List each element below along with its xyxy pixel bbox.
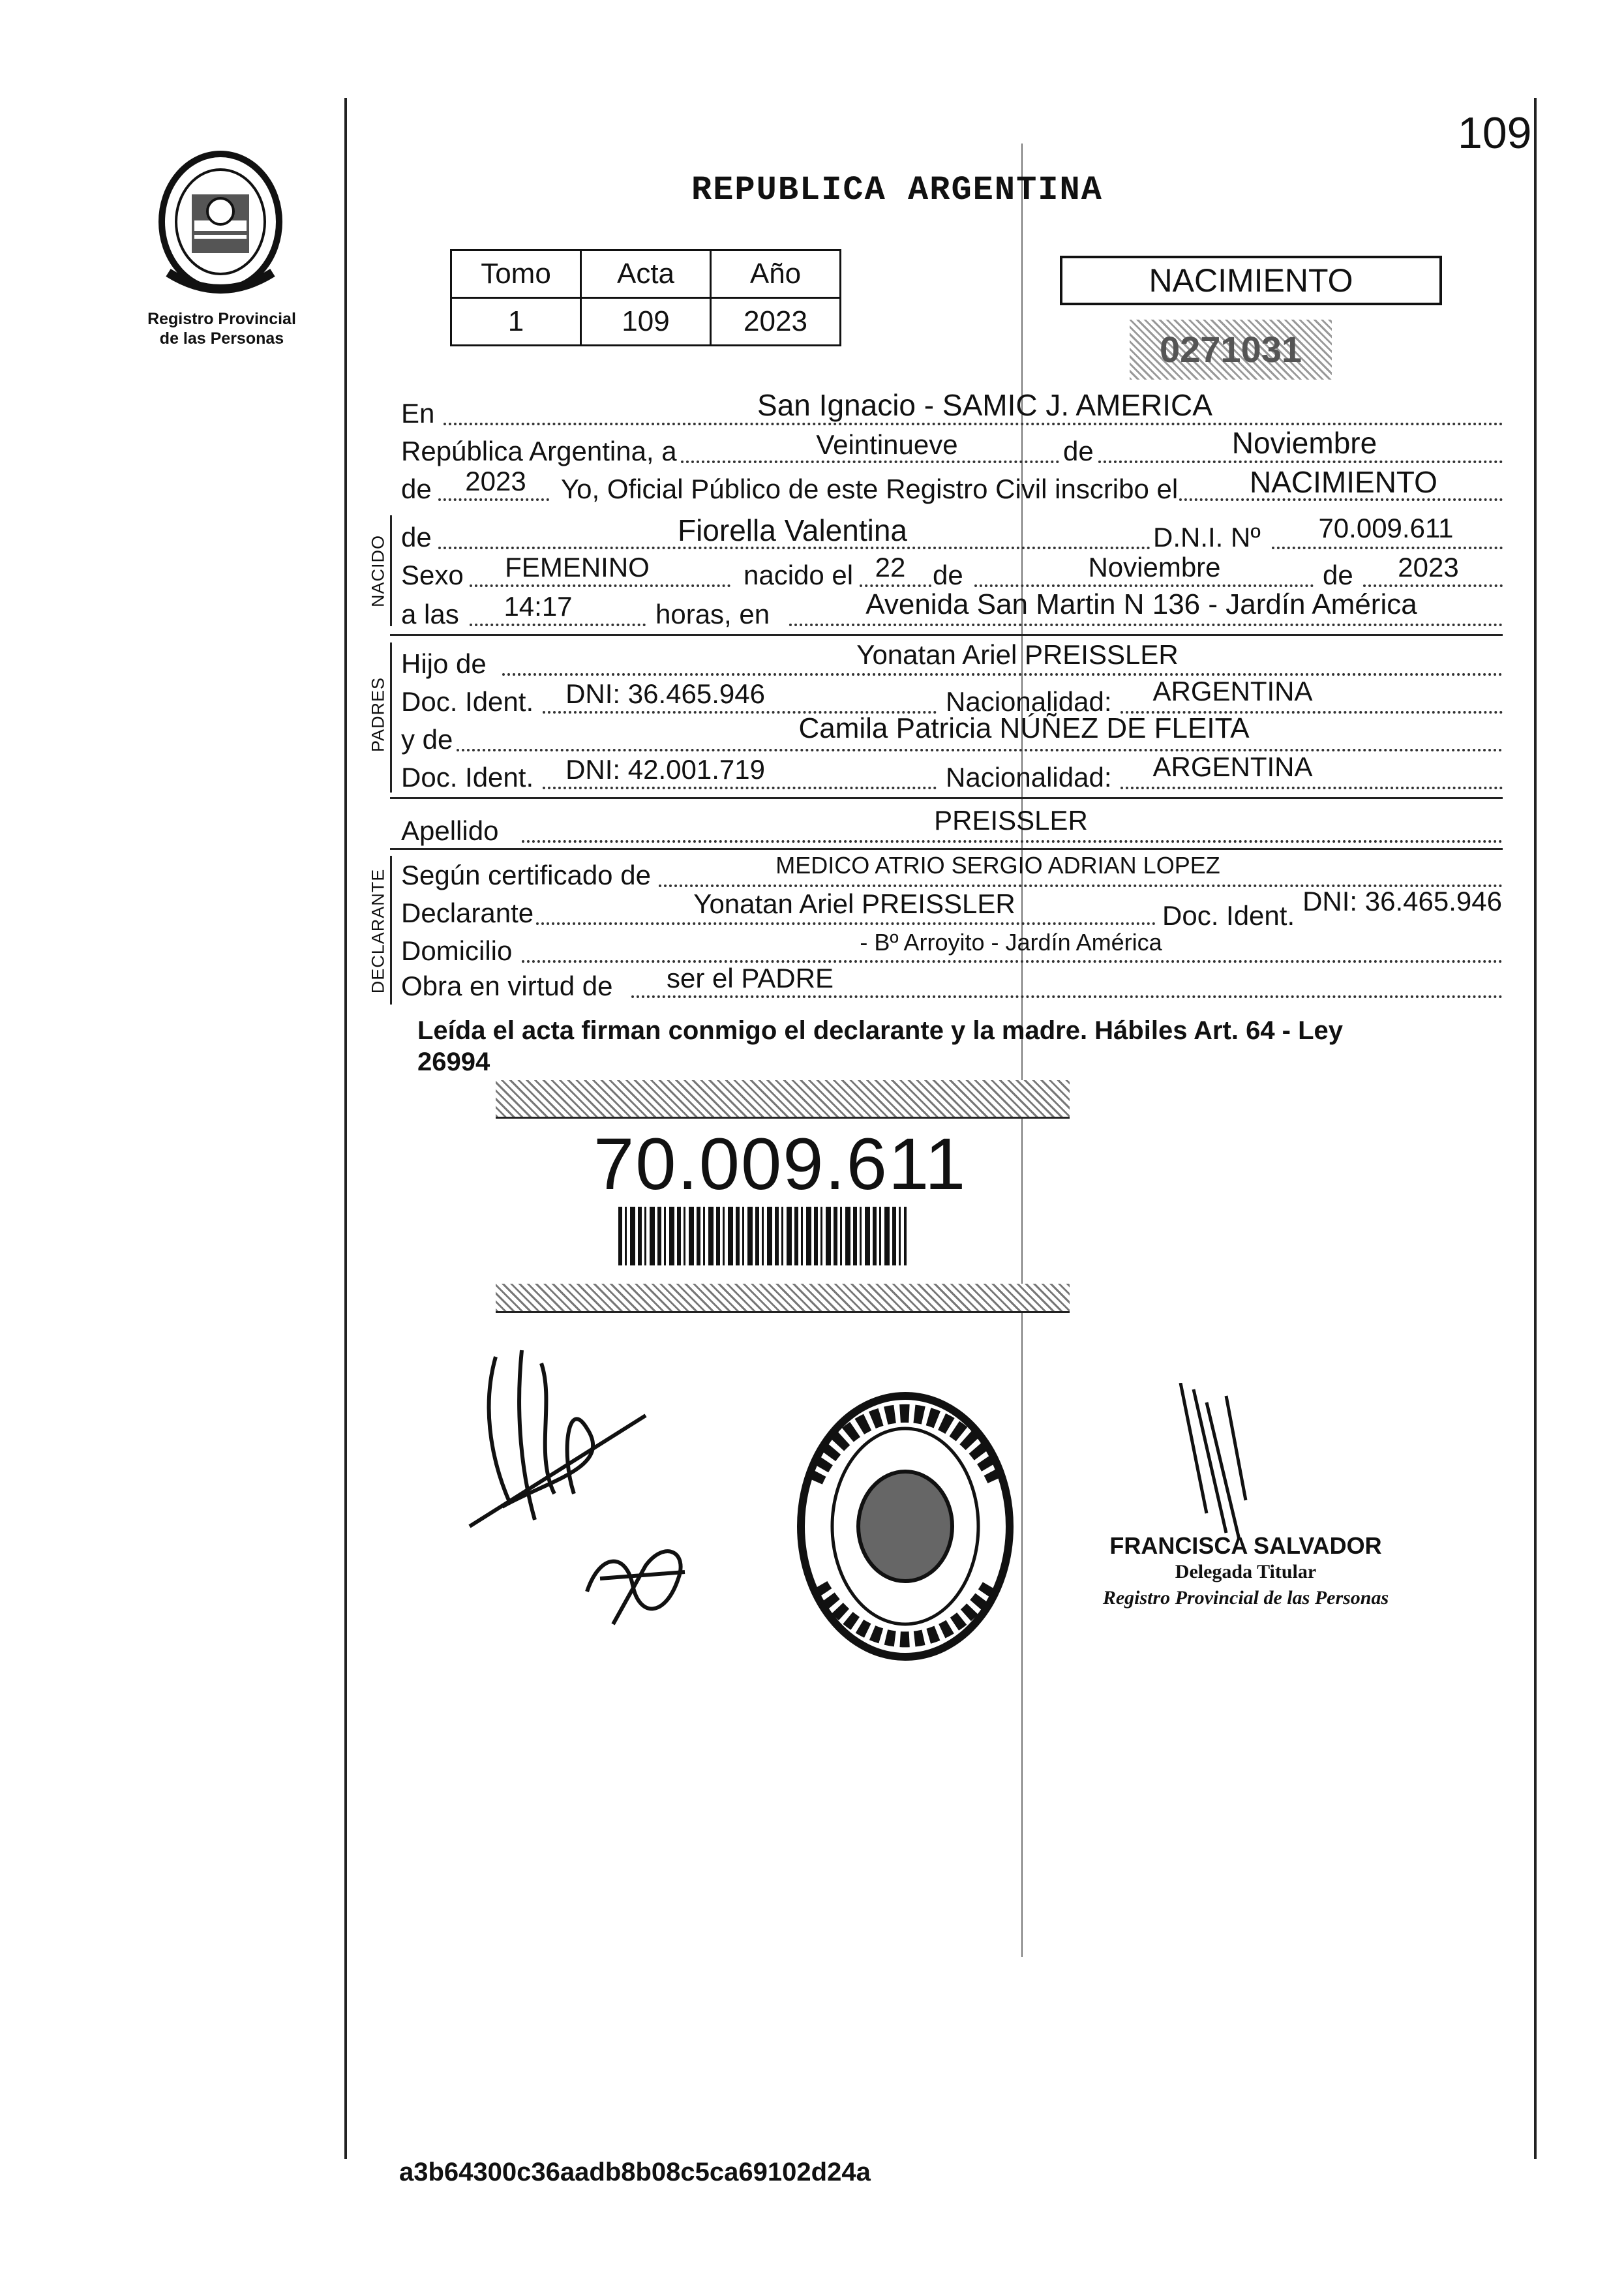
official-round-stamp (794, 1389, 1016, 1667)
day-words-value: Veintinueve (816, 429, 958, 460)
time-value: 14:17 (504, 591, 573, 622)
mother-nat-label: Nacionalidad: (946, 762, 1112, 793)
acta-header: Acta (581, 250, 711, 298)
de-label-1: de (1063, 436, 1094, 466)
de-label-2: de (933, 560, 963, 590)
ano-value: 2023 (711, 298, 841, 346)
footer-hash: a3b64300c36aadb8b08c5ca69102d24a (399, 2158, 871, 2186)
sexo-dots (470, 584, 730, 587)
mother-doc-value: DNI: 42.001.719 (565, 754, 765, 785)
birth-day-dots (860, 584, 931, 587)
en-label: En (401, 398, 435, 429)
acta-value: 109 (581, 298, 711, 346)
declarante-doc-value: DNI: 36.465.946 (1302, 886, 1502, 916)
official-office: Registro Provincial de las Personas (1102, 1587, 1389, 1609)
hijo-de-label: Hijo de (401, 648, 487, 679)
birth-day-value: 22 (875, 552, 906, 582)
id-number: 70.009.611 (594, 1123, 967, 1205)
divider-apellido (390, 848, 1503, 850)
place-value: San Ignacio - SAMIC J. AMERICA (757, 388, 1212, 422)
apellido-dots (522, 840, 1503, 843)
divider-padres (390, 797, 1503, 799)
province-seal-logo (155, 149, 286, 299)
divider-nacido (390, 634, 1503, 636)
birth-place-value: Avenida San Martin N 136 - Jardín América (865, 588, 1417, 620)
father-nat-value: ARGENTINA (1152, 676, 1313, 706)
apellido-label: Apellido (401, 815, 499, 846)
year-value: 2023 (465, 466, 526, 496)
tomo-header: Tomo (451, 250, 581, 298)
nacido-de-label: de (401, 522, 432, 552)
logo-caption-line2: de las Personas (159, 329, 284, 348)
birth-month-value: Noviembre (1088, 552, 1221, 582)
de-label-3: de (1323, 560, 1353, 590)
obra-value: ser el PADRE (667, 963, 834, 993)
child-dni-value: 70.009.611 (1318, 513, 1454, 543)
year-dots (438, 498, 549, 501)
a-las-label: a las (401, 599, 459, 629)
mother-nat-dots (1120, 787, 1503, 789)
father-name-value: Yonatan Ariel PREISSLER (856, 639, 1179, 670)
declarante-label: Declarante (401, 898, 534, 928)
mother-signature (574, 1513, 704, 1647)
doc-type-label: NACIMIENTO (1149, 262, 1353, 299)
father-nat-label: Nacionalidad: (946, 686, 1112, 717)
closing-line-1: Leída el acta firman conmigo el declarante y la madre. Hábiles Art. 64 - Ley (417, 1016, 1344, 1045)
right-margin-line (1534, 98, 1537, 2159)
apellido-value: PREISSLER (934, 805, 1088, 836)
closing-line-2: 26994 (417, 1048, 490, 1076)
cert-label: Según certificado de (401, 860, 651, 890)
nacido-side-label: NACIDO (368, 535, 388, 608)
declarante-dots (536, 922, 1156, 925)
sexo-label: Sexo (401, 560, 464, 590)
guilloche-band-top (496, 1080, 1070, 1119)
logo-caption (130, 309, 313, 348)
father-doc-value: DNI: 36.465.946 (565, 678, 765, 709)
obra-label: Obra en virtud de (401, 971, 613, 1001)
domicilio-value: - Bº Arroyito - Jardín América (860, 929, 1162, 956)
sexo-value: FEMENINO (505, 552, 650, 582)
cert-value: MEDICO ATRIO SERGIO ADRIAN LOPEZ (775, 852, 1220, 879)
birth-year-value: 2023 (1398, 552, 1459, 582)
ano-header: Año (711, 250, 841, 298)
child-name-value: Fiorella Valentina (677, 513, 907, 547)
father-doc-label: Doc. Ident. (401, 686, 534, 717)
page-number: 109 (1458, 108, 1532, 158)
dni-dots (1272, 547, 1503, 549)
nacido-bracket (390, 515, 392, 626)
official-title: Delegada Titular (1175, 1561, 1317, 1582)
padres-side-label: PADRES (368, 676, 388, 753)
mother-dots (457, 749, 1503, 751)
official-signature (1167, 1383, 1298, 1556)
y-de-label: y de (401, 724, 453, 755)
doc-type-box (1060, 256, 1442, 305)
birth-year-dots (1363, 584, 1503, 587)
barcode (618, 1207, 907, 1265)
country-title: REPUBLICA ARGENTINA (691, 171, 1103, 209)
registry-table (450, 249, 841, 346)
obra-dots (631, 995, 1503, 998)
official-name: FRANCISCA SALVADOR (1109, 1532, 1382, 1559)
inscribo-label: Yo, Oficial Público de este Registro Civil inscribo el (561, 474, 1179, 504)
serial-number: 0271031 (1159, 329, 1302, 370)
logo-caption-line1: Registro Provincial (147, 310, 296, 328)
dni-label: D.N.I. Nº (1153, 522, 1261, 552)
serial-stamp (1130, 320, 1332, 380)
closing-text (417, 1015, 1513, 1078)
guilloche-band-bottom (496, 1284, 1070, 1313)
official-block (1096, 1533, 1396, 1611)
year-prefix-label: de (401, 474, 432, 504)
left-margin-line (344, 98, 347, 2159)
tomo-value: 1 (451, 298, 581, 346)
mother-doc-dots (543, 787, 937, 789)
birth-place-dots (789, 624, 1503, 626)
domicilio-label: Domicilio (401, 935, 513, 966)
act-type-value: NACIMIENTO (1250, 465, 1437, 499)
declarante-bracket (390, 856, 392, 1005)
day-dots (681, 461, 1059, 463)
horas-label: horas, en (655, 599, 770, 629)
month-value: Noviembre (1231, 426, 1377, 460)
declarante-name-value: Yonatan Ariel PREISSLER (693, 888, 1015, 919)
padres-bracket (390, 643, 392, 793)
birth-month-dots (974, 584, 1314, 587)
declarante-side-label: DECLARANTE (368, 868, 388, 994)
nacido-el-label: nacido el (744, 560, 854, 590)
declarante-doc-label: Doc. Ident. (1162, 900, 1295, 931)
father-dots (502, 673, 1503, 676)
republica-label: República Argentina, a (401, 436, 677, 466)
time-dots (470, 624, 646, 626)
mother-nat-value: ARGENTINA (1152, 751, 1313, 782)
mother-name-value: Camila Patricia NÚÑEZ DE FLEITA (798, 712, 1250, 744)
mother-doc-label: Doc. Ident. (401, 762, 534, 793)
month-dots (1098, 461, 1503, 463)
